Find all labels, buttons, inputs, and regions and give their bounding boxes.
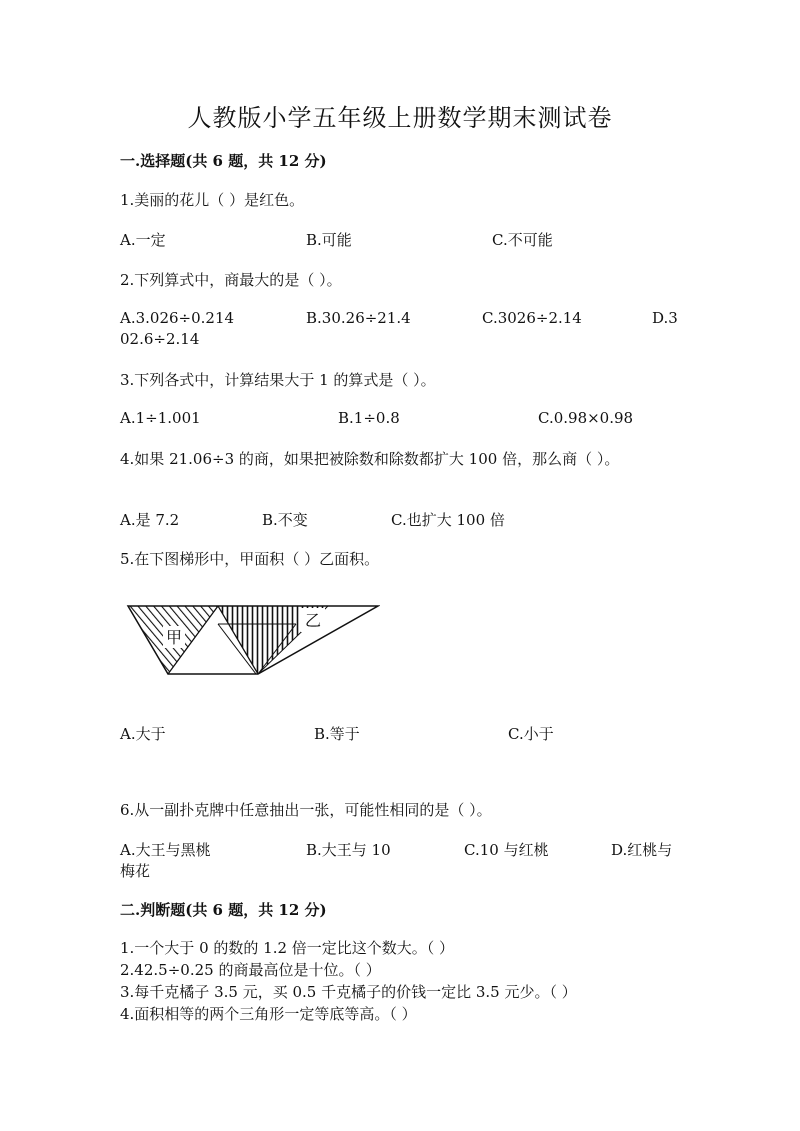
option-a: A.大于 bbox=[120, 725, 166, 743]
question-stem: 5.在下图梯形中，甲面积（ ）乙面积。 bbox=[120, 550, 380, 568]
question-stem: 6.从一副扑克牌中任意抽出一张，可能性相同的是（ ）。 bbox=[120, 801, 492, 819]
judgement-item: 3.每千克橘子 3.5 元，买 0.5 千克橘子的价钱一定比 3.5 元少。（ ） bbox=[120, 983, 577, 1001]
trapezoid-diagram bbox=[126, 602, 380, 680]
option-d: D.红桃与 bbox=[611, 841, 673, 859]
option-d: D.3 bbox=[652, 309, 678, 327]
section-heading-choice: 一.选择题(共 6 题，共 12 分) bbox=[120, 152, 327, 170]
option-b: B.可能 bbox=[306, 231, 352, 249]
question-stem: 2.下列算式中，商最大的是（ ）。 bbox=[120, 271, 342, 289]
option-c: C.0.98×0.98 bbox=[538, 409, 634, 427]
question-stem: 1.美丽的花儿（ ）是红色。 bbox=[120, 191, 305, 209]
judgement-item: 2.42.5÷0.25 的商最高位是十位。（ ） bbox=[120, 961, 381, 979]
option-c: C.不可能 bbox=[492, 231, 553, 249]
question-stem: 3.下列各式中，计算结果大于 1 的算式是（ ）。 bbox=[120, 371, 436, 389]
page-title: 人教版小学五年级上册数学期末测试卷 bbox=[187, 104, 613, 132]
option-a: A.大王与黑桃 bbox=[120, 841, 211, 859]
judgement-item: 1.一个大于 0 的数的 1.2 倍一定比这个数大。（ ） bbox=[120, 939, 455, 957]
option-c: C.10 与红桃 bbox=[464, 841, 549, 859]
judgement-item: 4.面积相等的两个三角形一定等底等高。（ ） bbox=[120, 1005, 417, 1023]
option-c: C.3026÷2.14 bbox=[482, 309, 582, 327]
option-d-wrap: 梅花 bbox=[120, 862, 151, 880]
option-b: B.1÷0.8 bbox=[338, 409, 400, 427]
option-b: B.等于 bbox=[314, 725, 360, 743]
option-a: A.一定 bbox=[120, 231, 166, 249]
option-b: B.30.26÷21.4 bbox=[306, 309, 411, 327]
label-jia: 甲 bbox=[165, 628, 183, 647]
question-stem: 4.如果 21.06÷3 的商，如果把被除数和除数都扩大 100 倍，那么商（ ）。 bbox=[120, 450, 620, 468]
option-c: C.小于 bbox=[508, 725, 554, 743]
section-heading-judgement: 二.判断题(共 6 题，共 12 分) bbox=[120, 901, 327, 919]
option-a: A.3.026÷0.214 bbox=[120, 309, 235, 327]
option-b: B.大王与 10 bbox=[306, 841, 391, 859]
option-a: A.1÷1.001 bbox=[120, 409, 201, 427]
option-a: A.是 7.2 bbox=[120, 511, 180, 529]
trapezoid-figure bbox=[126, 602, 380, 684]
label-yi: 乙 bbox=[304, 611, 322, 630]
option-c: C.也扩大 100 倍 bbox=[391, 511, 505, 529]
option-b: B.不变 bbox=[262, 511, 308, 529]
option-d-wrap: 02.6÷2.14 bbox=[120, 330, 200, 348]
